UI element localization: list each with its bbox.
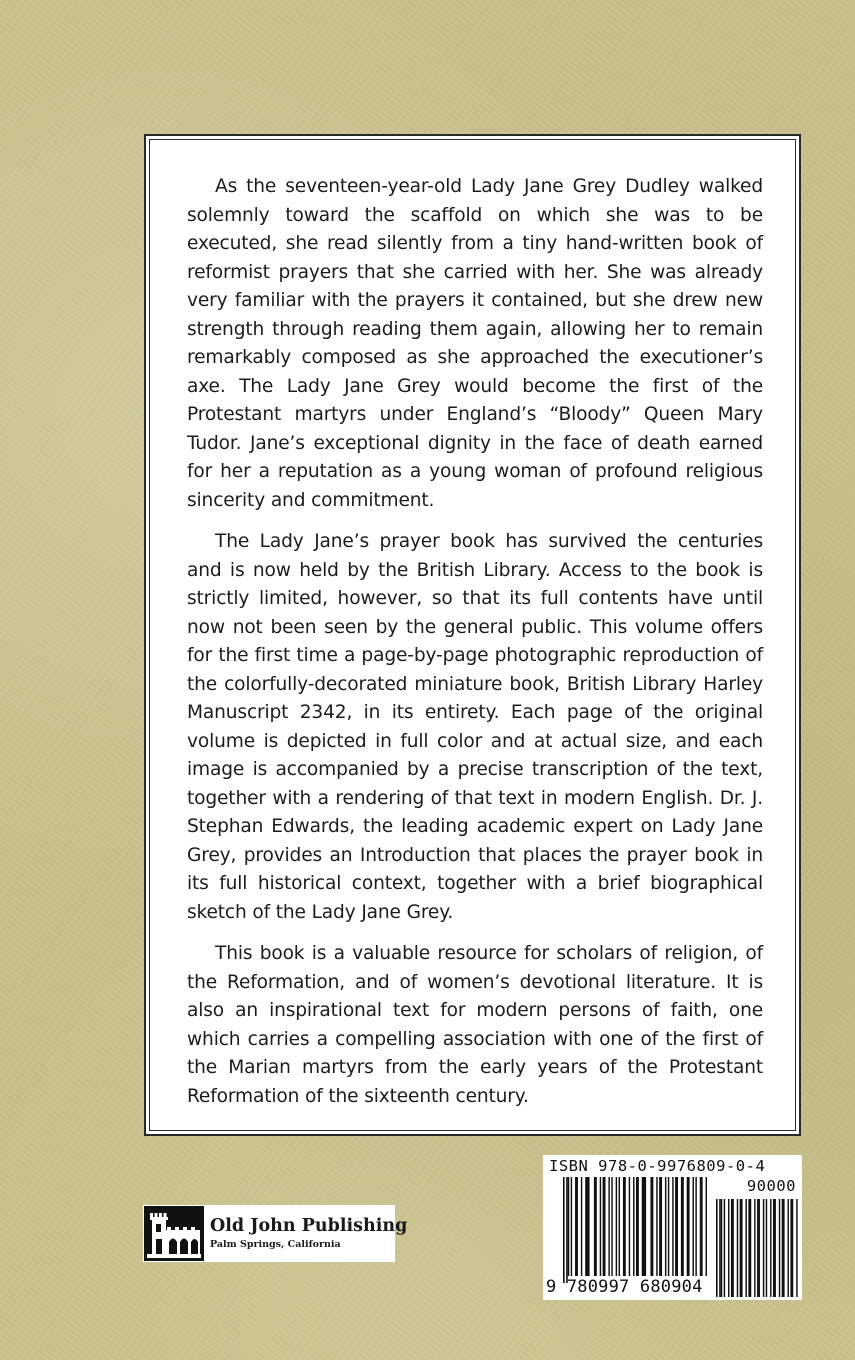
barcode-bar (757, 1199, 760, 1297)
barcode-bar (611, 1177, 612, 1276)
description-panel-gap (146, 136, 799, 1134)
barcode-bar (754, 1199, 755, 1297)
barcode-bar (681, 1177, 684, 1276)
ean-digits: 9 780997 680904 (546, 1277, 703, 1297)
barcode-bar (779, 1199, 780, 1297)
barcode-bar (687, 1177, 690, 1276)
barcode-bar (721, 1199, 722, 1297)
barcode-bar (668, 1177, 669, 1276)
barcode-bar (571, 1177, 572, 1276)
barcode-bar (665, 1177, 666, 1276)
description-panel-inner (149, 139, 796, 1131)
barcode-bar (656, 1177, 657, 1276)
publisher-name: Old John Publishing (210, 1215, 408, 1236)
barcode-bar (619, 1177, 620, 1276)
description-panel (144, 134, 801, 1136)
barcode-bar (642, 1177, 646, 1276)
description-paragraph-1: As the seventeen-year-old Lady Jane Grey Dudley walked solemnly toward the scaffold on which she was to be executed, she read silently from a tiny hand-written book of reformist prayers that she carried with her. She was already very familiar with the prayers it contained, but she drew new strength through reading them again, allowing her to remain remarkably composed as she approached the executioner’s axe. The Lady Jane Grey would become the first of the Protestant martyrs under England’s “Bloody” Queen Mary Tudor. Jane’s exceptional dignity in the face of death earned for her a reputation as a young woman of profound religious sincerity and commitment. (187, 176, 763, 511)
barcode-bar (693, 1177, 694, 1276)
barcode-bar (568, 1177, 569, 1276)
barcode-bar (700, 1177, 703, 1276)
barcode-bar (716, 1199, 718, 1297)
barcode-bar (675, 1177, 678, 1276)
barcode-bar (672, 1177, 673, 1276)
barcode-bar (659, 1177, 662, 1276)
barcode-bar (563, 1177, 565, 1283)
isbn-label: ISBN 978-0-9976809-0-4 (549, 1157, 766, 1175)
castle-tower-icon (144, 1206, 204, 1261)
barcode-bar (633, 1177, 634, 1276)
isbn-barcode (543, 1155, 802, 1300)
barcode-bar (788, 1199, 789, 1297)
barcode-bar (782, 1199, 785, 1297)
barcode-bar (608, 1177, 609, 1276)
publisher-logo (143, 1205, 408, 1262)
barcode-bar (629, 1177, 630, 1276)
barcode-bar (623, 1177, 626, 1276)
description-paragraph-2: The Lady Jane’s prayer book has survived the centuries and is now held by the British Library. Access to the book is strictly limited, however, so that its full contents have until now not been seen by the general public. This volume offers for the first time a page-by-page photographic reproduction of the colorfully-decorated miniature book, British Library Harley Manuscript 2342, in its entirety. Each page of the original volume is depicted in full color and at actual size, and each image is accompanied by a precise transcription of the text, together with a rendering of that text in modern English. Dr. J. Stephan Edwards, the leading academic expert on Lady Jane Grey, provides an Introduction that places the prayer book in its full historical context, together with a brief biographical sketch of the Lady Jane Grey. (187, 531, 763, 923)
barcode-bar (740, 1199, 743, 1297)
barcode-bar (745, 1199, 746, 1297)
barcode-bar (796, 1199, 797, 1297)
publisher-text (210, 1216, 407, 1252)
barcode-bar (790, 1199, 793, 1297)
barcode-bar (650, 1177, 653, 1276)
barcode-bar (566, 1177, 568, 1283)
barcode-bar (603, 1177, 606, 1276)
barcode-bar (724, 1199, 725, 1297)
description-paragraph-3: This book is a valuable resource for scholars of religion, of the Reformation, and of women’s devotional literature. It is also an inspirational text for modern persons of faith, one which carries a compelling association with one of the first of the Marian martyrs from the early years of the Protestant Reformation of the sixteenth century. (187, 943, 763, 1107)
barcode-bar (737, 1199, 738, 1297)
barcode-bar (770, 1199, 771, 1297)
barcode-bar (719, 1199, 721, 1297)
barcode-bar (748, 1199, 751, 1297)
barcode-bar (600, 1177, 601, 1276)
barcode-bar (575, 1177, 578, 1276)
barcode-bar (763, 1199, 764, 1297)
barcode-bar (581, 1177, 582, 1276)
price-code: 90000 (746, 1177, 796, 1195)
barcode-bar (616, 1177, 617, 1276)
barcode-bar (728, 1199, 729, 1297)
barcode-bar (585, 1177, 589, 1276)
barcode-bar (594, 1177, 597, 1276)
barcode-bar (695, 1177, 696, 1276)
barcode-bar (636, 1177, 639, 1276)
barcode-bar (731, 1199, 734, 1297)
publisher-location: Palm Springs, California (210, 1238, 341, 1250)
barcode-bar (773, 1199, 776, 1297)
barcode-bar (766, 1199, 767, 1297)
barcode-bar (706, 1177, 707, 1276)
